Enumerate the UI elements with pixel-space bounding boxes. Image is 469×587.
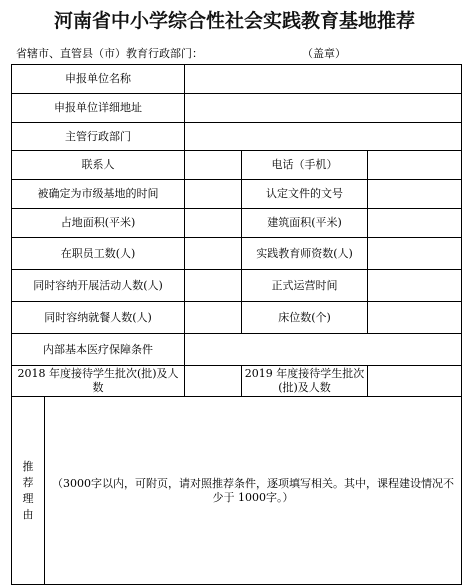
input-medical[interactable] [185,334,462,366]
input-reason[interactable] [45,397,462,585]
input-doc-number[interactable] [368,180,462,209]
label-supervisor: 主管行政部门 [12,123,185,151]
label-staff-count: 在职员工数(人) [12,238,185,270]
label-reception-2019: 2019 年度接待学生批次(批)及人数 [242,366,368,397]
label-unit-name: 申报单位名称 [12,65,185,94]
recommendation-form [11,64,462,585]
label-dining-capacity: 同时容纳就餐人数(人) [12,302,185,334]
label-contact: 联系人 [12,151,185,180]
label-designated-time: 被确定为市级基地的时间 [12,180,185,209]
label-reception-2018: 2018 年度接待学生批次(批)及人数 [12,366,185,397]
input-teacher-count[interactable] [368,238,462,270]
input-supervisor[interactable] [185,123,462,151]
input-operation-time[interactable] [368,270,462,302]
input-designated-time[interactable] [185,180,242,209]
input-reception-2018[interactable] [185,366,242,397]
input-dining-capacity[interactable] [185,302,242,334]
label-operation-time: 正式运营时间 [242,270,368,302]
input-reception-2019[interactable] [368,366,462,397]
input-staff-count[interactable] [185,238,242,270]
reason-note: （3000字以内，可附页，请对照推荐条件，逐项填写相关。其中，课程建设情况不少于 1000字。） [52,476,455,504]
label-land-area: 占地面积(平米) [12,209,185,238]
label-doc-number: 认定文件的文号 [242,180,368,209]
label-activity-capacity: 同时容纳开展活动人数(人) [12,270,185,302]
document-title: 河南省中小学综合性社会实践教育基地推荐 [53,10,415,32]
input-phone[interactable] [368,151,462,180]
input-unit-address[interactable] [185,94,462,123]
input-building-area[interactable] [368,209,462,238]
label-reason [12,397,45,585]
label-medical: 内部基本医疗保障条件 [12,334,185,366]
label-building-area: 建筑面积(平米) [242,209,368,238]
input-contact[interactable] [185,151,242,180]
label-unit-address: 申报单位详细地址 [12,94,185,123]
reason-label-text: 推荐理由 [22,459,34,521]
label-beds: 床位数(个) [242,302,368,334]
label-teacher-count: 实践教育师资数(人) [242,238,368,270]
label-phone: 电话（手机） [242,151,368,180]
input-land-area[interactable] [185,209,242,238]
input-activity-capacity[interactable] [185,270,242,302]
input-unit-name[interactable] [185,65,462,94]
input-beds[interactable] [368,302,462,334]
department-line: 省辖市、直管县（市）教育行政部门： [16,47,203,60]
seal-note: （盖章） [302,47,346,60]
